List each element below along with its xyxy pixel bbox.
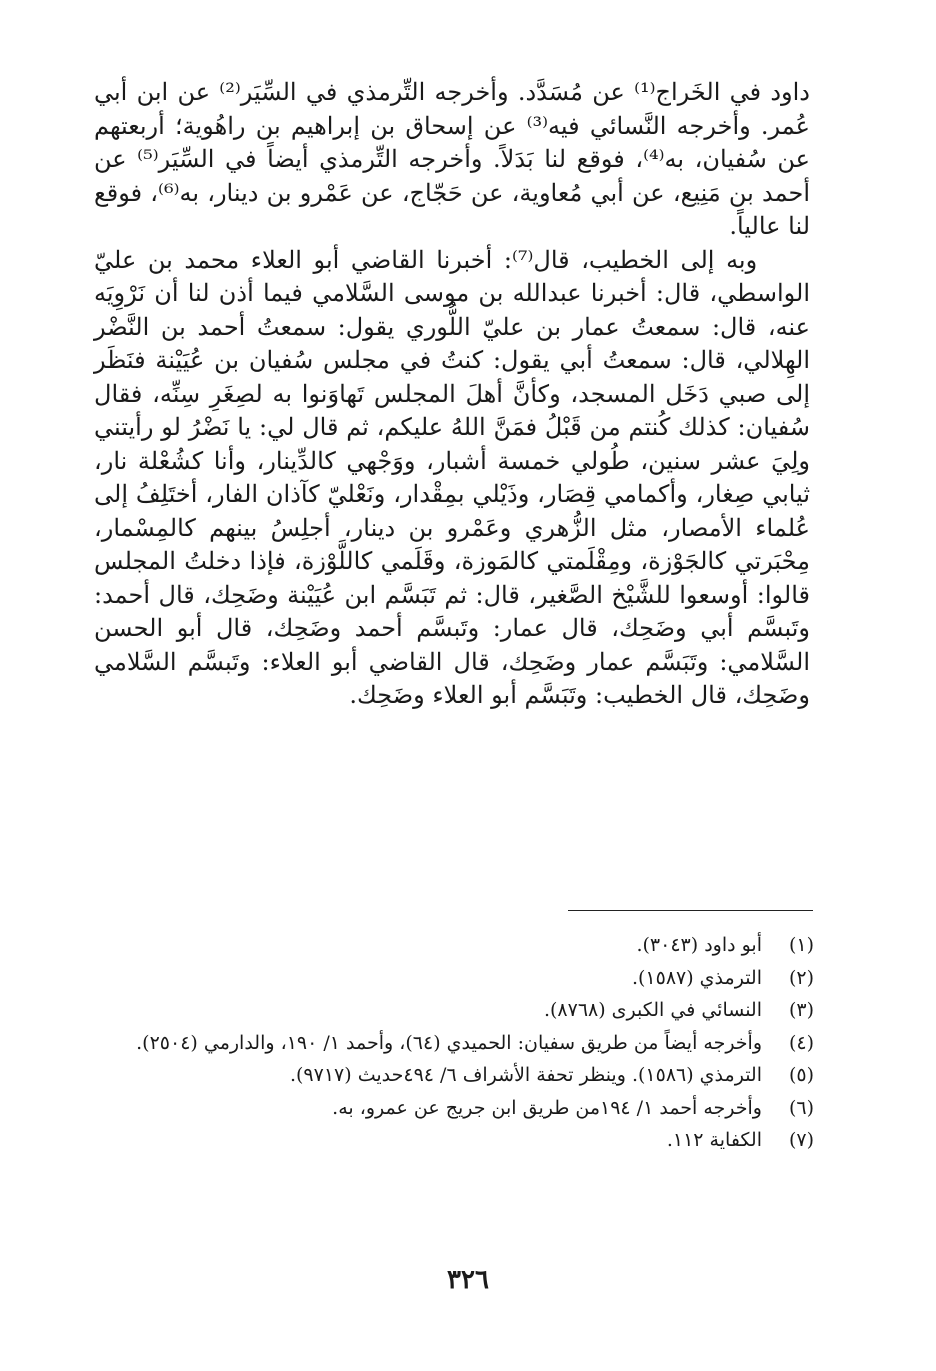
footnote xyxy=(92,929,814,962)
paragraph-1: داود في الخَراج⁽¹⁾ عن مُسَدَّد. وأخرجه التِّرمذي في السِّيَر⁽²⁾ عن ابن أبي عُمر. وأخرجه النَّسائي فيه⁽³⁾ عن إسحاق بن إبراهيم بن راهُوية؛ أربعتهم عن سُفيان، به⁽⁴⁾، فوقع لنا بَدَلاً. وأخرجه التِّرمذي أيضاً في السِّيَر⁽⁵⁾ عن أحمد بن مَنِيع، عن أبي مُعاوية، عن حَجّاج، عن عَمْرو بن دينار، به⁽⁶⁾، فوقع لنا عالياً. xyxy=(94,78,810,240)
footnote-text: وأخرجه أحمد ١/ ١٩٤من طريق ابن جريج عن عمرو، به. xyxy=(332,1096,762,1119)
footnote-text: الكفاية ١١٢. xyxy=(666,1129,762,1151)
footnote xyxy=(92,1092,814,1125)
footnotes xyxy=(92,929,814,1157)
footnote xyxy=(92,962,814,995)
footnote-number: (١) xyxy=(788,934,814,956)
footnote-text: النسائي في الكبرى (٨٧٦٨). xyxy=(543,999,762,1021)
footnote-number: (٤) xyxy=(788,1031,814,1054)
footnote xyxy=(92,994,814,1027)
footnote xyxy=(92,1059,814,1092)
footnote-number: (٦) xyxy=(788,1096,814,1119)
footnote-number: (٢) xyxy=(788,966,814,989)
footnote xyxy=(92,1027,814,1060)
footnote xyxy=(92,1124,814,1157)
footnote-text: وأخرجه أيضاً من طريق سفيان: الحميدي (٦٤)، وأحمد ١/ ١٩٠، والدارمي (٢٥٠٤). xyxy=(136,1031,762,1054)
footnote-text: الترمذي (١٥٨٧). xyxy=(631,966,762,989)
footnote-number: (٣) xyxy=(788,999,814,1021)
footnote-number: (٧) xyxy=(788,1129,814,1151)
page-number: ٣٢٦ xyxy=(447,1265,489,1295)
main-text xyxy=(94,76,810,713)
footnote-separator xyxy=(568,910,813,911)
paragraph-2: وبه إلى الخطيب، قال⁽⁷⁾: أخبرنا القاضي أبو العلاء محمد بن عليّ الواسطي، قال: أخبرنا عبدالله بن موسى السَّلامي فيما أذن لنا أن نَرْوِيَه عنه، قال: سمعتُ عمار بن عليّ اللُّوري يقول: سمعتُ أحمد بن النَّضْر الهِلالي، قال: سمعتُ أبي يقول: كنتُ في مجلس سُفيان بن عُيَيْنة فنَظَر إلى صبي دَخَل المسجد، وكأنَّ أهلَ المجلس تَهاوَنوا به لصِغَرِ سِنِّه، فقال سُفيان: كذلك كُنتم من قَبْلُ فمَنَّ اللهُ عليكم، ثم قال لي: يا نَضْرُ لو رأيتني ولِيَ عشر سنين، طُولي خمسة أشبار، ووَجْهي كالدِّينار، وأنا كشُعْلة نار، ثيابي صِغار، وأكمامي قِصَار، وذَيْلي بمِقْدار، ونَعْليّ كآذان الفار، أختَلِفُ إلى عُلماء الأمصار، مثل الزُّهري وعَمْرو بن دينار، أجلِسُ بينهم كالمِسْمار، مِحْبَرتي كالجَوْزة، ومِقْلَمتي كالمَوزة، وقَلَمي كاللَّوْزة، فإذا دخلتُ المجلس قالوا: أوسعوا للشَّيْخ الصَّغير، قال: ثم تَبَسَّم ابن عُيَيْنة وضَحِك، قال أحمد: وتَبسَّم أبي وضَحِك، قال عمار: وتَبسَّم أحمد وضَحِك، قال أبو الحسن السَّلامي: وتَبَسَّم عمار وضَحِك، قال القاضي أبو العلاء: وتَبسَّم السَّلامي وضَحِك، قال الخطيب: وتَبَسَّم أبو العلاء وضَحِك. xyxy=(94,245,810,709)
footnote-number: (٥) xyxy=(788,1064,814,1086)
footnote-text: أبو داود (٣٠٤٣). xyxy=(636,934,762,956)
footnote-text: الترمذي (١٥٨٦). وينظر تحفة الأشراف ٦/ ٤٩٤حديث (٩٧١٧). xyxy=(289,1064,762,1086)
